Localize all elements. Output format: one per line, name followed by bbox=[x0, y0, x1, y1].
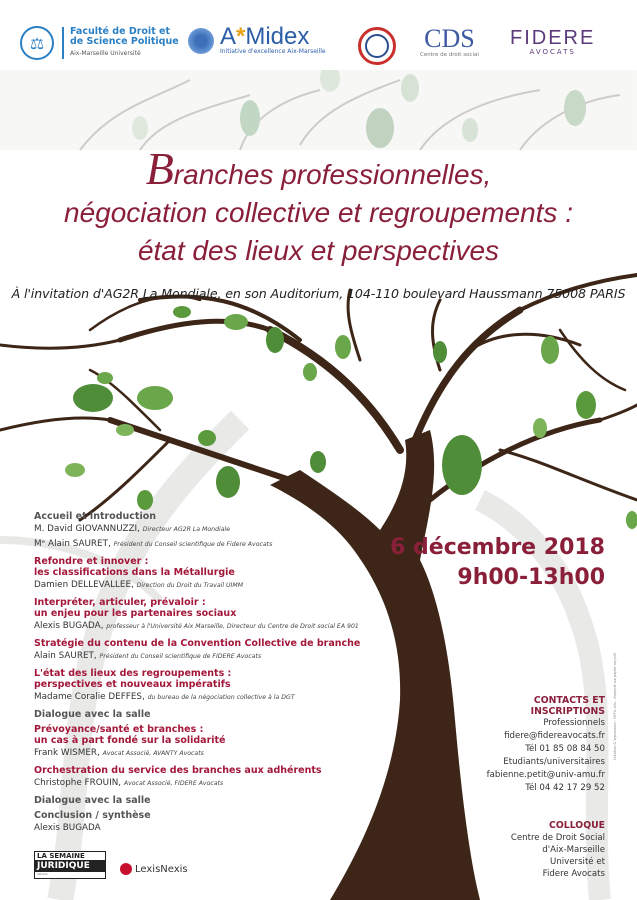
program-speaker bbox=[34, 537, 394, 552]
speaker-name: Mᵉ Alain SAURET, bbox=[34, 539, 111, 549]
cds-logo bbox=[420, 26, 479, 58]
contact-email[interactable]: fidere@fidereavocats.fr bbox=[504, 731, 605, 741]
cds-tagline: Centre de droit social bbox=[420, 52, 479, 58]
amidex-logo bbox=[188, 23, 326, 55]
speaker-name: Christophe FROUIN, bbox=[34, 778, 122, 788]
program-heading: un cas à part fondé sur la solidarité bbox=[34, 735, 226, 746]
program-item bbox=[34, 511, 394, 552]
invitation-line: À l'invitation d'AG2R La Mondiale, en son Auditorium, 104-110 boulevard Haussmann 75008 PARIS bbox=[11, 286, 626, 301]
speaker-name: M. David GIOVANNUZZI, bbox=[34, 524, 140, 534]
cds-name: CDS bbox=[424, 24, 475, 53]
program-item bbox=[34, 668, 394, 705]
contacts-block bbox=[487, 695, 605, 795]
amidex-name: A*Midex bbox=[220, 23, 310, 50]
program-item bbox=[34, 709, 394, 720]
amidex-dots-icon bbox=[188, 28, 214, 54]
speaker-role: Direction du Droit du Travail UIMM bbox=[136, 582, 244, 589]
program-heading: perspectives et nouveaux impératifs bbox=[34, 679, 231, 690]
contact-phone: Tél 04 42 17 29 52 bbox=[525, 783, 605, 793]
program-speaker bbox=[34, 522, 394, 537]
program-item bbox=[34, 795, 394, 806]
colloque-line: Fidere Avocats bbox=[542, 869, 605, 879]
speaker-name: Alexis BUGADA bbox=[34, 823, 101, 833]
title-line2: négociation collective et regroupements : bbox=[64, 197, 573, 228]
program-heading: Conclusion / synthèse bbox=[34, 810, 151, 821]
program-heading: Dialogue avec la salle bbox=[34, 709, 151, 720]
program-heading: Orchestration du service des branches aux adhérents bbox=[34, 765, 322, 776]
colloque-line: Université et bbox=[550, 857, 605, 867]
fdsp-line3: Aix-Marseille Université bbox=[70, 50, 141, 57]
fidere-logo bbox=[510, 28, 595, 56]
event-datetime bbox=[390, 533, 605, 593]
speaker-role: Avocat Associé, FIDERE Avocats bbox=[123, 780, 224, 787]
colloque-line: Centre de Droit Social bbox=[510, 833, 605, 843]
program-heading: un enjeu pour les partenaires sociaux bbox=[34, 608, 237, 619]
program-speaker bbox=[34, 619, 394, 634]
program-item bbox=[34, 638, 394, 664]
speaker-role: du bureau de la négociation collective à la DGT bbox=[147, 694, 295, 701]
contacts-heading-1: CONTACTS ET bbox=[533, 695, 605, 706]
speaker-name: Madame Coralie DEFFES, bbox=[34, 692, 145, 702]
side-credit: Création & impression : DEPIL.info - Imprimé sur papier recyclé bbox=[613, 652, 617, 760]
contact-line: Etudiants/universitaires bbox=[503, 757, 605, 767]
contact-email[interactable]: fabienne.petit@univ-amu.fr bbox=[486, 770, 605, 780]
semaine-juridique-logo: LA SEMAINE JURIDIQUE SOCIAL bbox=[34, 851, 106, 879]
speaker-name: Damien DELLEVALLEE, bbox=[34, 580, 134, 590]
program-heading: L'état des lieux des regroupements : bbox=[34, 668, 232, 679]
contact-phone: Tél 01 85 08 84 50 bbox=[525, 744, 605, 754]
program-speaker bbox=[34, 821, 394, 836]
event-date: 6 décembre 2018 bbox=[390, 535, 605, 560]
scales-icon: ⚖ bbox=[20, 26, 54, 60]
speaker-name: Frank WISMER, bbox=[34, 748, 100, 758]
program-item bbox=[34, 597, 394, 634]
program-heading: Accueil et introduction bbox=[34, 511, 156, 522]
lexisnexis-name: LexisNexis bbox=[135, 863, 188, 875]
program-speaker bbox=[34, 746, 394, 761]
speaker-role: Président du Conseil scientifique de FIDERE Avocats bbox=[99, 653, 262, 660]
title-line3: état des lieux et perspectives bbox=[137, 235, 500, 266]
program-item bbox=[34, 724, 394, 761]
colloque-line: d'Aix-Marseille bbox=[542, 845, 605, 855]
title-line1: Branches professionnelles, bbox=[145, 143, 492, 194]
program-item bbox=[34, 810, 394, 836]
speaker-role: Avocat Associé, AVANTY Avocats bbox=[102, 750, 204, 757]
fdsp-line1: Faculté de Droit et bbox=[70, 26, 171, 37]
program-speaker bbox=[34, 690, 394, 705]
fidere-name: FIDERE bbox=[510, 27, 596, 49]
amu-seal-logo bbox=[358, 27, 396, 65]
logo-bar bbox=[0, 0, 637, 70]
program-heading: Prévoyance/santé et branches : bbox=[34, 724, 204, 735]
colloque-heading: COLLOQUE bbox=[549, 820, 605, 831]
contacts-heading-2: INSCRIPTIONS bbox=[530, 706, 605, 717]
speaker-role: Directeur AG2R La Mondiale bbox=[142, 526, 231, 533]
lexisnexis-icon bbox=[120, 863, 132, 875]
program-speaker bbox=[34, 649, 394, 664]
program-heading: Interpréter, articuler, prévaloir : bbox=[34, 597, 206, 608]
fidere-tagline: AVOCATS bbox=[529, 48, 576, 56]
speaker-role: professeur à l'Université Aix Marseille, Directeur du Centre de Droit social EA 901 bbox=[106, 623, 359, 630]
speaker-name: Alexis BUGADA, bbox=[34, 621, 104, 631]
program-item bbox=[34, 765, 394, 791]
program-list bbox=[34, 511, 394, 840]
fdsp-line2: de Science Politique bbox=[70, 36, 179, 47]
program-speaker bbox=[34, 578, 394, 593]
program-item bbox=[34, 556, 394, 593]
lexisnexis-logo bbox=[120, 863, 188, 875]
program-heading: les classifications dans la Métallurgie bbox=[34, 567, 235, 578]
event-time: 9h00-13h00 bbox=[457, 565, 605, 590]
program-heading: Dialogue avec la salle bbox=[34, 795, 151, 806]
top-faded-branches bbox=[0, 60, 637, 150]
contact-line: Professionnels bbox=[543, 718, 605, 728]
program-speaker bbox=[34, 776, 394, 791]
tree-leaves bbox=[65, 306, 637, 529]
fdsp-logo bbox=[20, 26, 179, 60]
colloque-block bbox=[511, 820, 605, 880]
program-heading: Stratégie du contenu de la Convention Collective de branche bbox=[34, 638, 361, 649]
speaker-name: Alain SAURET, bbox=[34, 651, 97, 661]
event-title bbox=[0, 143, 637, 270]
speaker-role: Président du Conseil scientifique de Fidere Avocats bbox=[113, 541, 273, 548]
program-heading: Refondre et innover : bbox=[34, 556, 149, 567]
amidex-tagline: Initiative d'excellence Aix-Marseille bbox=[220, 48, 326, 55]
